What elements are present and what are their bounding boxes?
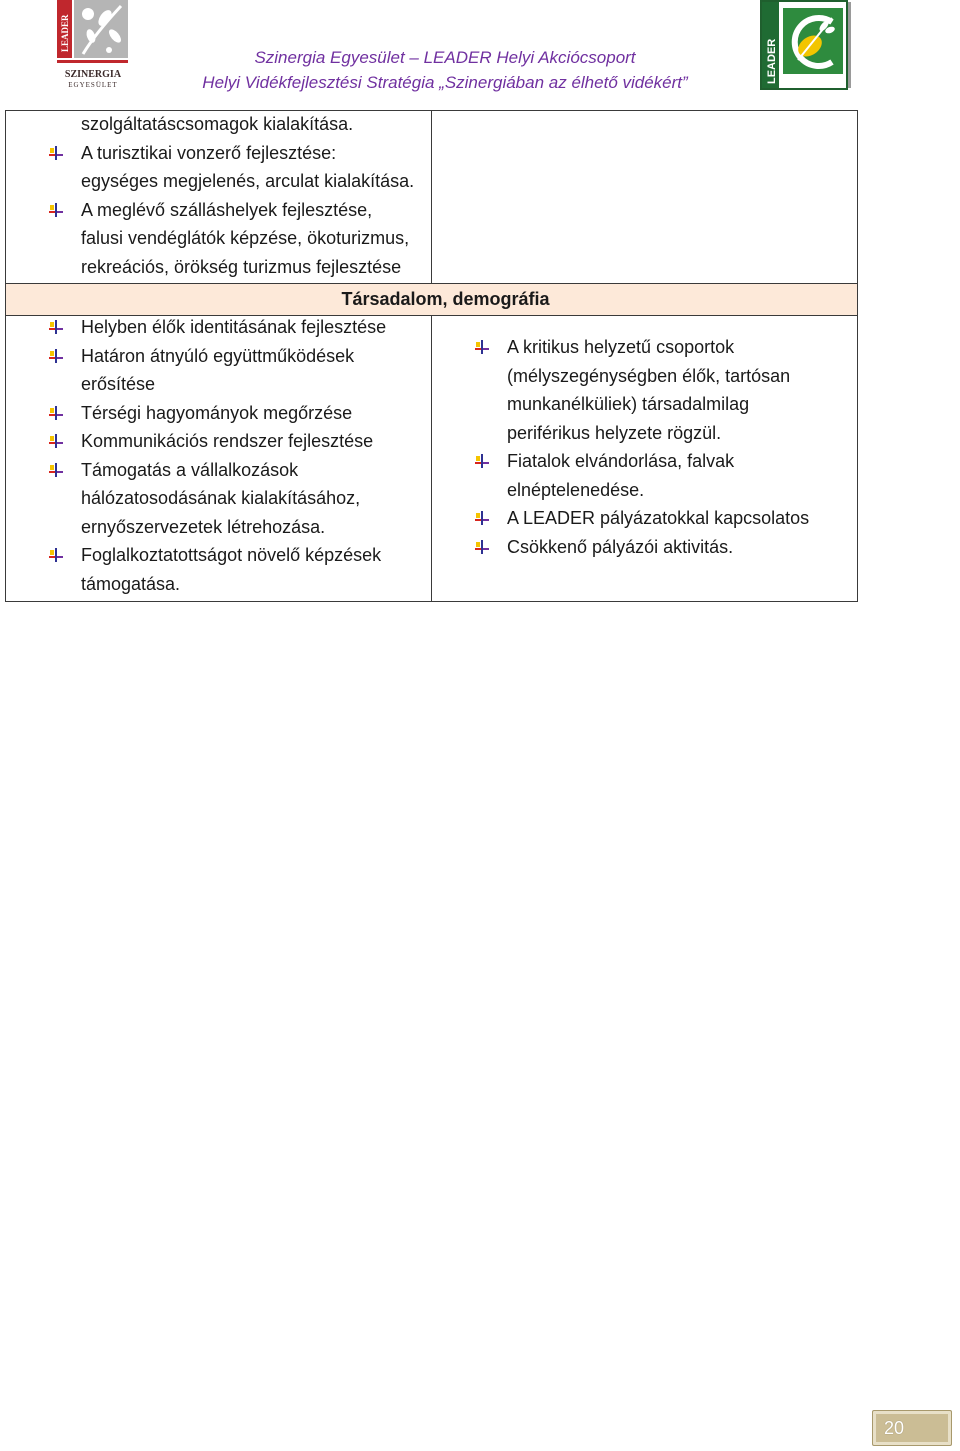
logo-name-text: EGYESÜLET (68, 81, 118, 89)
item-line: Fiatalok elvándorlása, falvak (507, 451, 735, 471)
list-item (507, 333, 809, 447)
list-item (507, 504, 809, 533)
bullet-icon (474, 510, 490, 526)
list-item (81, 399, 386, 428)
list-item (81, 541, 386, 598)
section-header-row (6, 283, 857, 316)
item-line: A meglévő szálláshelyek fejlesztése, (81, 199, 373, 220)
item-line: szolgáltatáscsomagok kialakítása. (81, 114, 354, 134)
list-item (507, 447, 809, 504)
section-title: Társadalom, demográfia (341, 289, 550, 309)
logo-name-text: SZINERGIA (64, 69, 122, 80)
list-item (81, 342, 386, 399)
item-line: hálózatosodásának kialakításához, (81, 488, 361, 508)
bullet-icon (474, 339, 490, 355)
item-line: erősítése (81, 374, 156, 394)
list-item (81, 196, 414, 282)
item-line: Határon átnyúló együttműködések (81, 345, 355, 366)
item-line: Helyben élők identitásának fejlesztése (81, 317, 387, 337)
section-row-right-cell (507, 333, 809, 561)
item-line: (mélyszegénységben élők, tartósan (507, 365, 791, 386)
bullet-icon (48, 202, 64, 218)
column-divider (431, 316, 432, 602)
item-line: A turisztikai vonzerő fejlesztése: (81, 142, 337, 163)
item-line: rekreációs, örökség turizmus fejlesztése (81, 256, 402, 277)
list-item (81, 139, 414, 196)
section-row-left-cell (81, 313, 386, 598)
item-line: periférikus helyzete rögzül. (507, 422, 722, 443)
item-line: A LEADER pályázatokkal kapcsolatos (507, 508, 810, 528)
leader-logo (760, 0, 852, 92)
item-line: Csökkenő pályázói aktivitás. (507, 536, 734, 557)
bullet-icon (48, 319, 64, 335)
logo-vertical-text: LEADER (60, 14, 70, 52)
bullet-icon (474, 539, 490, 555)
header-organization: Szinergia Egyesület – LEADER Helyi Akciócsoport (254, 48, 636, 67)
bullet-icon (474, 453, 490, 469)
list-item (81, 313, 386, 342)
top-row-left-cell (81, 110, 414, 281)
item-line: Térségi hagyományok megőrzése (81, 402, 353, 423)
list-item (81, 110, 414, 139)
item-line: Kommunikációs rendszer fejlesztése (81, 431, 374, 451)
header-strategy-title: Helyi Vidékfejlesztési Stratégia „Szinergiában az élhető vidékért” (202, 73, 688, 92)
page-number-box (872, 1410, 952, 1446)
list-item (81, 456, 386, 542)
item-line: egységes megjelenés, arculat kialakítása. (81, 171, 415, 191)
item-line: Támogatás a vállalkozások (81, 459, 299, 480)
bullet-icon (48, 348, 64, 364)
bullet-icon (48, 405, 64, 421)
item-line: A kritikus helyzetű csoportok (507, 337, 735, 357)
bullet-icon (48, 145, 64, 161)
item-line: falusi vendéglátók képzése, ökoturizmus, (81, 228, 410, 248)
column-divider (431, 111, 432, 284)
bullet-icon (48, 433, 64, 449)
item-line: Foglalkoztatottságot növelő képzések (81, 545, 382, 565)
logo-vertical-text: LEADER (766, 38, 778, 84)
bullet-icon (48, 462, 64, 478)
bullet-icon (48, 547, 64, 563)
item-line: elnéptelenedése. (507, 479, 645, 500)
list-item (507, 533, 809, 562)
item-line: munkanélküliek) társadalmilag (507, 394, 750, 414)
item-line: ernyőszervezetek létrehozása. (81, 516, 326, 537)
item-line: támogatása. (81, 573, 181, 594)
page-number: 20 (884, 1418, 905, 1438)
list-item (81, 427, 386, 456)
